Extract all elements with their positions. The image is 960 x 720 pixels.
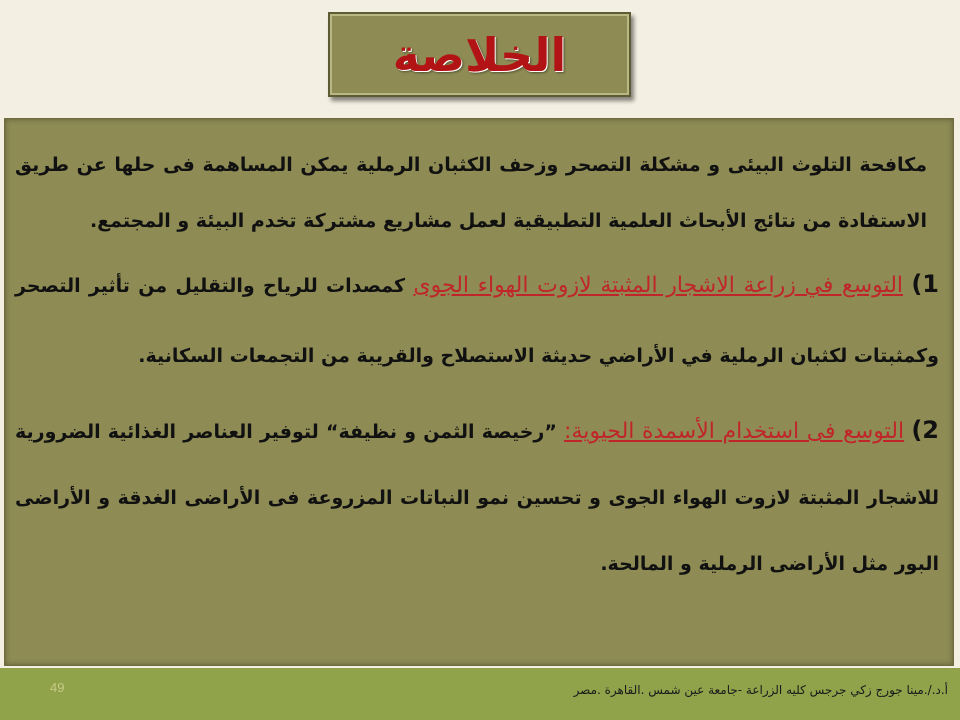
item-1-highlight: التوسع في زراعة الاشجار المثبتة لازوت الهواء الجوى bbox=[413, 273, 904, 298]
slide-title: الخلاصة bbox=[392, 27, 567, 82]
author-credit: أ.د./.مينا جورج زكي جرجس كليه الزراعة -جامعة عين شمس .القاهرة .مصر bbox=[573, 683, 948, 697]
item-1-text: كمصدات للرياح والتقليل من تأثير التصحر وكمثبتات لكثبان الرملية في الأراضي حديثة الاستصلاح والقريبة من التجمعات السكانية. bbox=[15, 275, 939, 367]
intro-paragraph: مكافحة التلوث البيئى و مشكلة التصحر وزحف الكثبان الرملية يمكن المساهمة فى حلها عن طريق الاستفادة من نتائج الأبحاث العلمية التطبيقية لعمل مشاريع مشتركة تخدم البيئة و المجتمع. bbox=[15, 154, 927, 232]
content-panel bbox=[4, 118, 954, 666]
item-2-number: 2) bbox=[911, 416, 939, 444]
item-2-text: ”رخيصة الثمن و نظيفة“ لتوفير العناصر الغذائية الضرورية للاشجار المثبتة لازوت الهواء الجوى و تحسين نمو النباتات المزروعة فى الأراضى الغدقة و الأراضى البور مثل الأراضى الرملية و المالحة. bbox=[15, 421, 939, 575]
page-number: 49 bbox=[50, 680, 65, 695]
list-item-1 bbox=[15, 249, 939, 391]
footer-bar bbox=[0, 668, 960, 720]
item-1-number: 1) bbox=[911, 270, 939, 298]
item-2-highlight: التوسع فى استخدام الأسمدة الحيوية: bbox=[564, 419, 905, 444]
list-item-2 bbox=[15, 397, 939, 597]
title-box bbox=[328, 12, 631, 97]
